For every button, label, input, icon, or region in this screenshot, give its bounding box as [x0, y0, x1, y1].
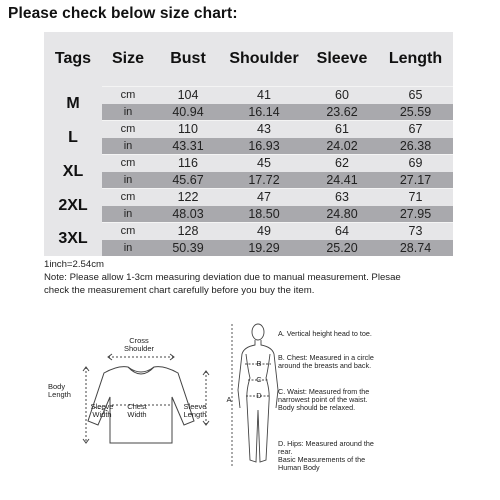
- cm-value: 62: [306, 155, 378, 172]
- size-tag: M: [66, 94, 80, 112]
- header-bust: Bust: [170, 50, 206, 67]
- size-tag: XL: [62, 162, 84, 180]
- in-value: 16.93: [222, 138, 306, 155]
- header-tags: Tags: [54, 50, 92, 68]
- cm-value: 128: [154, 223, 222, 240]
- in-value: 19.29: [222, 240, 306, 257]
- unit-cm: cm: [102, 121, 154, 138]
- table-row: [44, 87, 453, 104]
- table-row: [44, 240, 453, 257]
- in-value: 26.38: [378, 138, 453, 155]
- in-value: 23.62: [306, 104, 378, 121]
- letter-c: C: [256, 375, 262, 384]
- unit-in: in: [102, 240, 154, 257]
- size-tag: 3XL: [58, 230, 88, 248]
- letter-a: A: [226, 395, 232, 404]
- table-row: [44, 121, 453, 138]
- in-value: 24.02: [306, 138, 378, 155]
- cm-value: 64: [306, 223, 378, 240]
- table-row: [44, 206, 453, 223]
- conversion-note: 1inch=2.54cm: [44, 259, 104, 270]
- table-row: [44, 223, 453, 240]
- chest-width-label: Chest Width: [127, 402, 147, 419]
- unit-cm: cm: [102, 223, 154, 240]
- cm-value: 47: [222, 189, 306, 206]
- in-value: 27.95: [378, 206, 453, 223]
- measurement-note: [44, 258, 484, 297]
- cm-value: 71: [378, 189, 453, 206]
- legend-d: D. Hips: Measured around the rear.: [278, 439, 374, 456]
- in-value: 40.94: [154, 104, 222, 121]
- in-value: 27.17: [378, 172, 453, 189]
- cm-value: 45: [222, 155, 306, 172]
- cm-value: 43: [222, 121, 306, 138]
- in-value: 24.80: [306, 206, 378, 223]
- cm-value: 73: [378, 223, 453, 240]
- legend-footer: Basic Measurements of the Human Body: [278, 455, 366, 472]
- note-line-1: Note: Please allow 1-3cm measuring deviation due to manual measurement. Plesae: [44, 272, 401, 283]
- cm-value: 61: [306, 121, 378, 138]
- unit-in: in: [102, 206, 154, 223]
- in-value: 24.41: [306, 172, 378, 189]
- in-value: 16.14: [222, 104, 306, 121]
- size-tag: L: [68, 128, 78, 146]
- in-value: 48.03: [154, 206, 222, 223]
- table-row: [44, 104, 453, 121]
- cm-value: 60: [306, 87, 378, 104]
- cm-value: 63: [306, 189, 378, 206]
- letter-d: D: [256, 391, 262, 400]
- table-row: [44, 155, 453, 172]
- body-length-label: Body Length: [48, 382, 71, 399]
- cm-value: 69: [378, 155, 453, 172]
- in-value: 25.20: [306, 240, 378, 257]
- cm-value: 116: [154, 155, 222, 172]
- table-header-row: [44, 32, 453, 87]
- sleeve-length-label: Sleeve Length: [183, 402, 207, 419]
- unit-cm: cm: [102, 87, 154, 104]
- cross-shoulder-label: Cross Shoulder: [123, 336, 155, 353]
- in-value: 17.72: [222, 172, 306, 189]
- unit-in: in: [102, 138, 154, 155]
- sleeve-width-label: Sleeve Width: [90, 402, 114, 419]
- table-row: [44, 189, 453, 206]
- table-row: [44, 172, 453, 189]
- table-row: [44, 138, 453, 155]
- header-length: Length: [388, 50, 443, 67]
- in-value: 50.39: [154, 240, 222, 257]
- header-size: Size: [111, 50, 144, 67]
- unit-cm: cm: [102, 155, 154, 172]
- unit-cm: cm: [102, 189, 154, 206]
- cm-value: 67: [378, 121, 453, 138]
- legend-a: A. Vertical height head to toe.: [278, 329, 372, 338]
- unit-in: in: [102, 172, 154, 189]
- size-tag: 2XL: [58, 196, 88, 214]
- cm-value: 122: [154, 189, 222, 206]
- cm-value: 65: [378, 87, 453, 104]
- garment-measurement-diagram: [48, 325, 226, 465]
- letter-b: B: [256, 359, 262, 368]
- in-value: 18.50: [222, 206, 306, 223]
- in-value: 25.59: [378, 104, 453, 121]
- cm-value: 49: [222, 223, 306, 240]
- in-value: 43.31: [154, 138, 222, 155]
- legend-c: C. Waist: Measured from the narrowest point of the waist. Body should be relaxed.: [278, 387, 370, 412]
- cm-value: 110: [154, 121, 222, 138]
- in-value: 28.74: [378, 240, 453, 257]
- page-title: Please check below size chart:: [8, 5, 238, 22]
- cm-value: 104: [154, 87, 222, 104]
- header-shoulder: Shoulder: [229, 50, 299, 67]
- note-line-2: check the measurement chart carefully before you buy the item.: [44, 285, 315, 296]
- legend-b: B. Chest: Measured in a circle around the breasts and back.: [278, 353, 374, 370]
- in-value: 45.67: [154, 172, 222, 189]
- cm-value: 41: [222, 87, 306, 104]
- unit-in: in: [102, 104, 154, 121]
- header-sleeve: Sleeve: [316, 50, 368, 67]
- size-chart-table: [44, 32, 453, 256]
